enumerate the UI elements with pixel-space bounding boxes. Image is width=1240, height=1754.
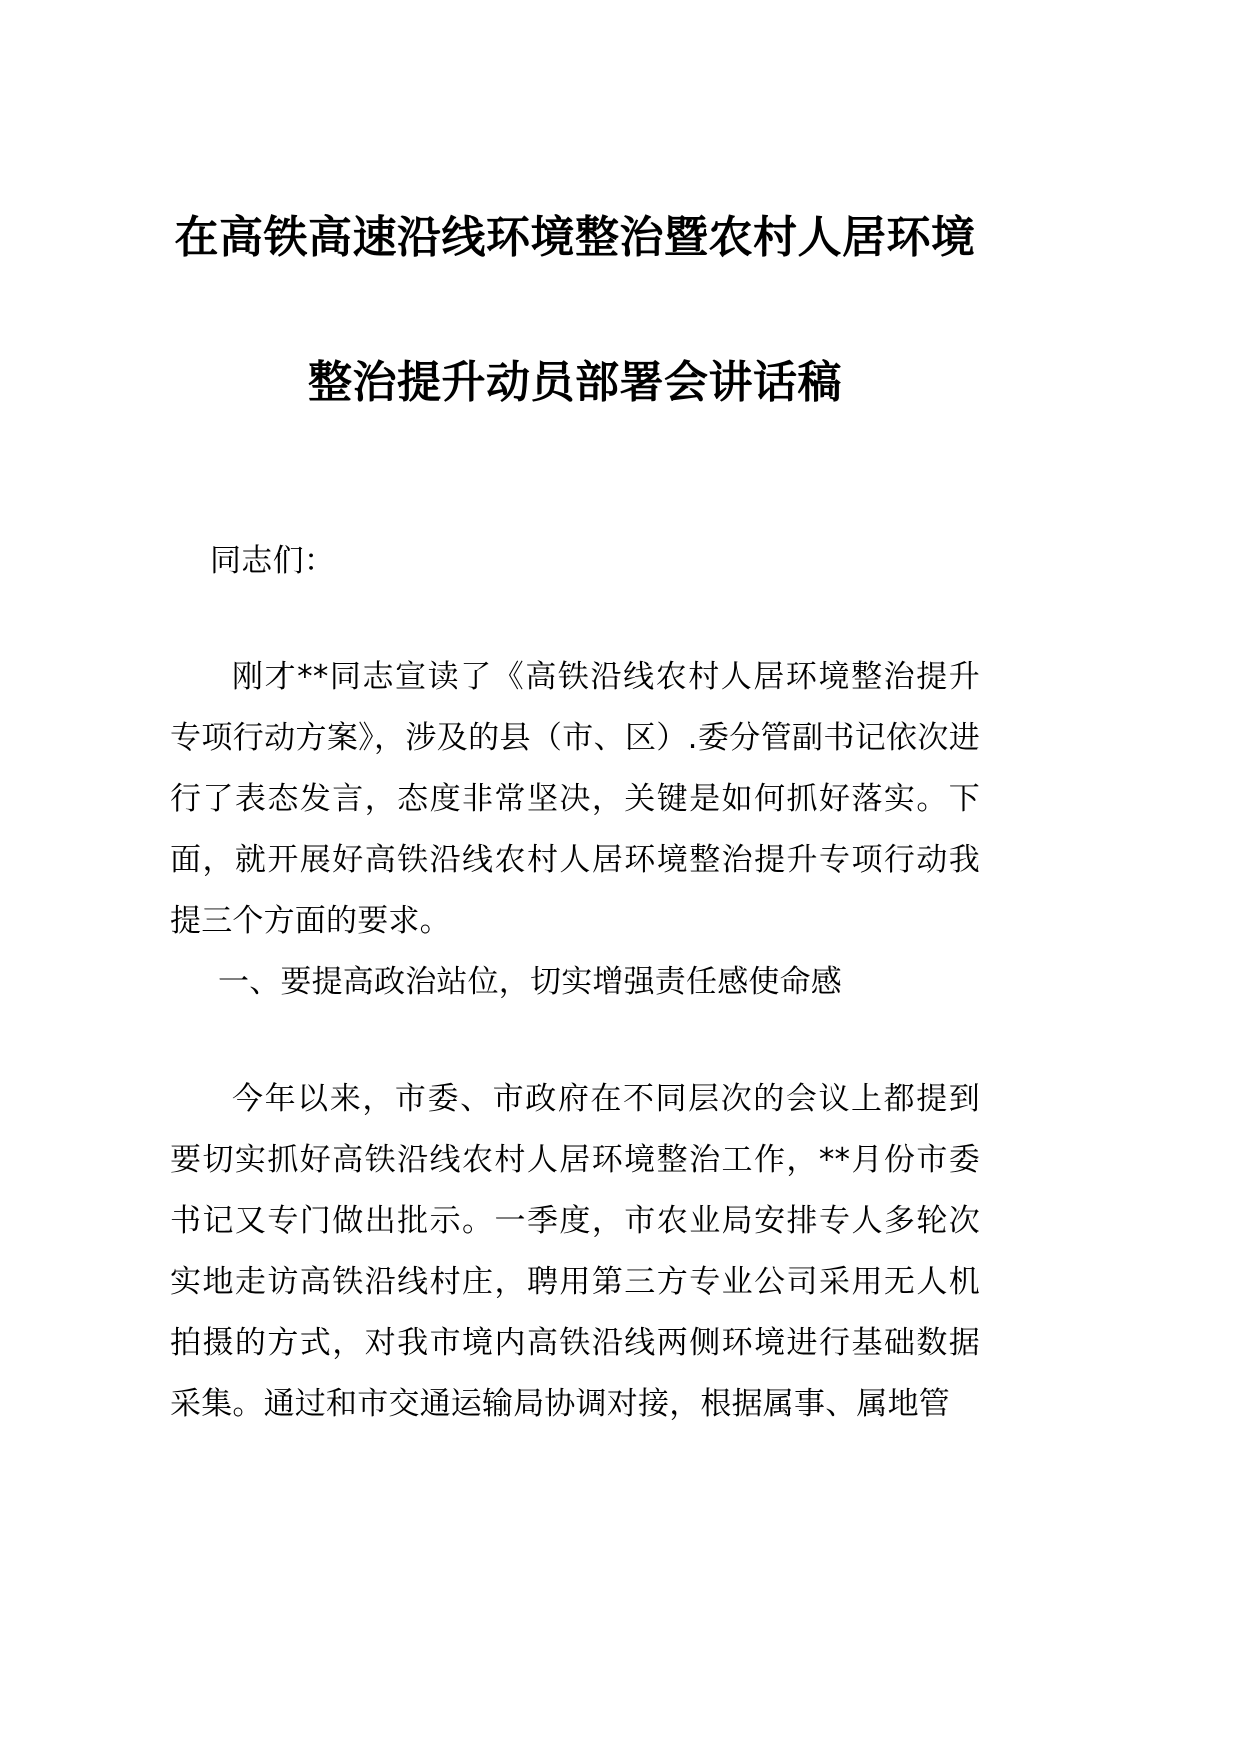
page-title — [170, 0, 980, 455]
paragraph-intro: 刚才**同志宣读了《高铁沿线农村人居环境整治提升专项行动方案》，涉及的县（市、区）.委分管副书记依次进行了表态发言，态度非常坚决，关键是如何抓好落实。下面，就开展好高铁沿线农村人居环境整治提升专项行动我提三个方面的要求。 — [170, 659, 980, 939]
document-content — [170, 0, 980, 1435]
document-body — [170, 533, 980, 1435]
section-heading-one: 一、要提高政治站位，切实增强责任感使命感 — [218, 964, 842, 1000]
salutation: 同志们： — [210, 543, 336, 579]
paragraph-section-one-body: 今年以来，市委、市政府在不同层次的会议上都提到要切实抓好高铁沿线农村人居环境整治工作，**月份市委书记又专门做出批示。一季度，市农业局安排专人多轮次实地走访高铁沿线村庄，聘用第三方专业公司采用无人机拍摄的方式，对我市境内高铁沿线两侧环境进行基础数据采集。通过和市交通运输局协调对接，根据属事、属地管 — [170, 1081, 980, 1422]
page-title-line-1: 在高铁高速沿线环境整治暨农村人居环境 — [174, 212, 976, 263]
page-title-line-2: 整治提升动员部署会讲话稿 — [308, 357, 842, 408]
